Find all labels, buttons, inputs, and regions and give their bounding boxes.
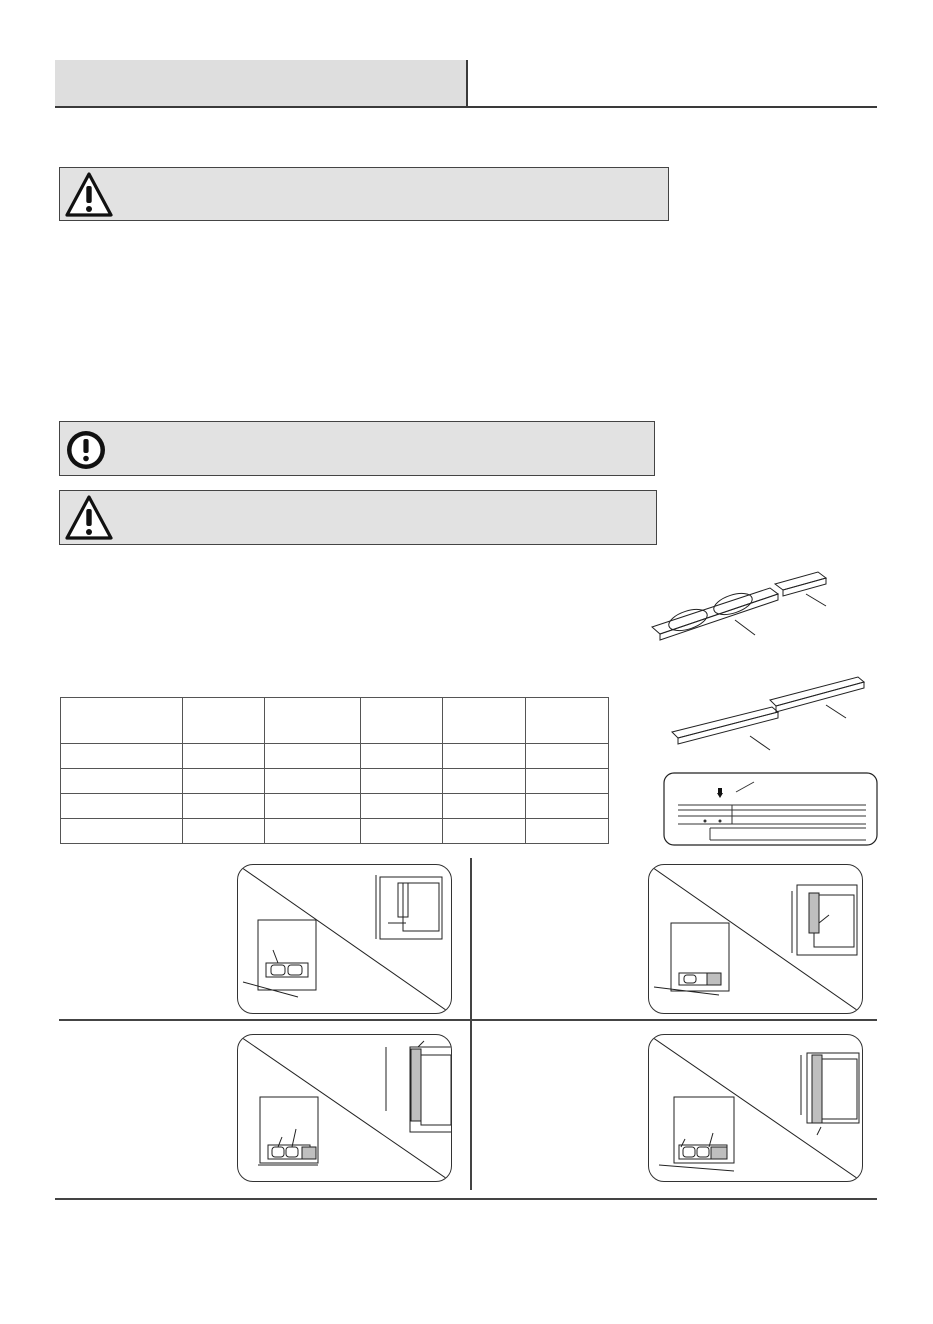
table-cell	[525, 744, 608, 769]
header-rule	[55, 106, 877, 108]
window-kit-parts-illustration	[630, 560, 880, 860]
table-header-cell	[182, 698, 264, 744]
table-cell	[182, 744, 264, 769]
table-cell	[265, 794, 361, 819]
grid-divider-vertical	[470, 858, 472, 1190]
table-cell	[182, 769, 264, 794]
table-cell	[61, 744, 183, 769]
table-cell	[525, 819, 608, 844]
table-cell	[525, 769, 608, 794]
table-row	[61, 794, 609, 819]
window-kit-dimension-table	[60, 697, 609, 844]
caution-banner	[59, 421, 655, 476]
warning-triangle-icon	[64, 494, 114, 542]
exclamation-circle-icon	[64, 425, 110, 473]
table-cell	[61, 794, 183, 819]
table-cell	[443, 794, 525, 819]
table-cell	[265, 819, 361, 844]
header-title-tab	[55, 60, 467, 106]
header-divider	[466, 60, 468, 108]
window-installation-diagram	[238, 865, 452, 1014]
warning-banner-1	[59, 167, 669, 221]
table-row	[61, 744, 609, 769]
table-cell	[361, 794, 443, 819]
table-cell	[265, 744, 361, 769]
table-cell	[361, 819, 443, 844]
table-header-cell	[525, 698, 608, 744]
table-row	[61, 819, 609, 844]
window-installation-diagram	[238, 1035, 452, 1182]
window-installation-diagram	[649, 865, 863, 1014]
window-installation-diagram	[649, 1035, 863, 1182]
table-header-cell	[361, 698, 443, 744]
step-illustration-3	[237, 1034, 452, 1182]
step-illustration-2	[648, 864, 863, 1014]
table-header-cell	[61, 698, 183, 744]
table-header-cell	[265, 698, 361, 744]
table-cell	[361, 744, 443, 769]
table-header-row	[61, 698, 609, 744]
grid-divider-horizontal	[59, 1019, 877, 1021]
step-illustration-1	[237, 864, 452, 1014]
table-cell	[443, 769, 525, 794]
page-bottom-rule	[55, 1198, 877, 1200]
step-illustration-4	[648, 1034, 863, 1182]
table-cell	[182, 794, 264, 819]
table-cell	[182, 819, 264, 844]
warning-banner-2	[59, 490, 657, 545]
table-cell	[265, 769, 361, 794]
table-row	[61, 769, 609, 794]
table-cell	[443, 744, 525, 769]
table-cell	[361, 769, 443, 794]
table-cell	[61, 769, 183, 794]
table-header-cell	[443, 698, 525, 744]
table-cell	[443, 819, 525, 844]
warning-triangle-icon	[64, 171, 114, 219]
table-cell	[61, 819, 183, 844]
table-cell	[525, 794, 608, 819]
